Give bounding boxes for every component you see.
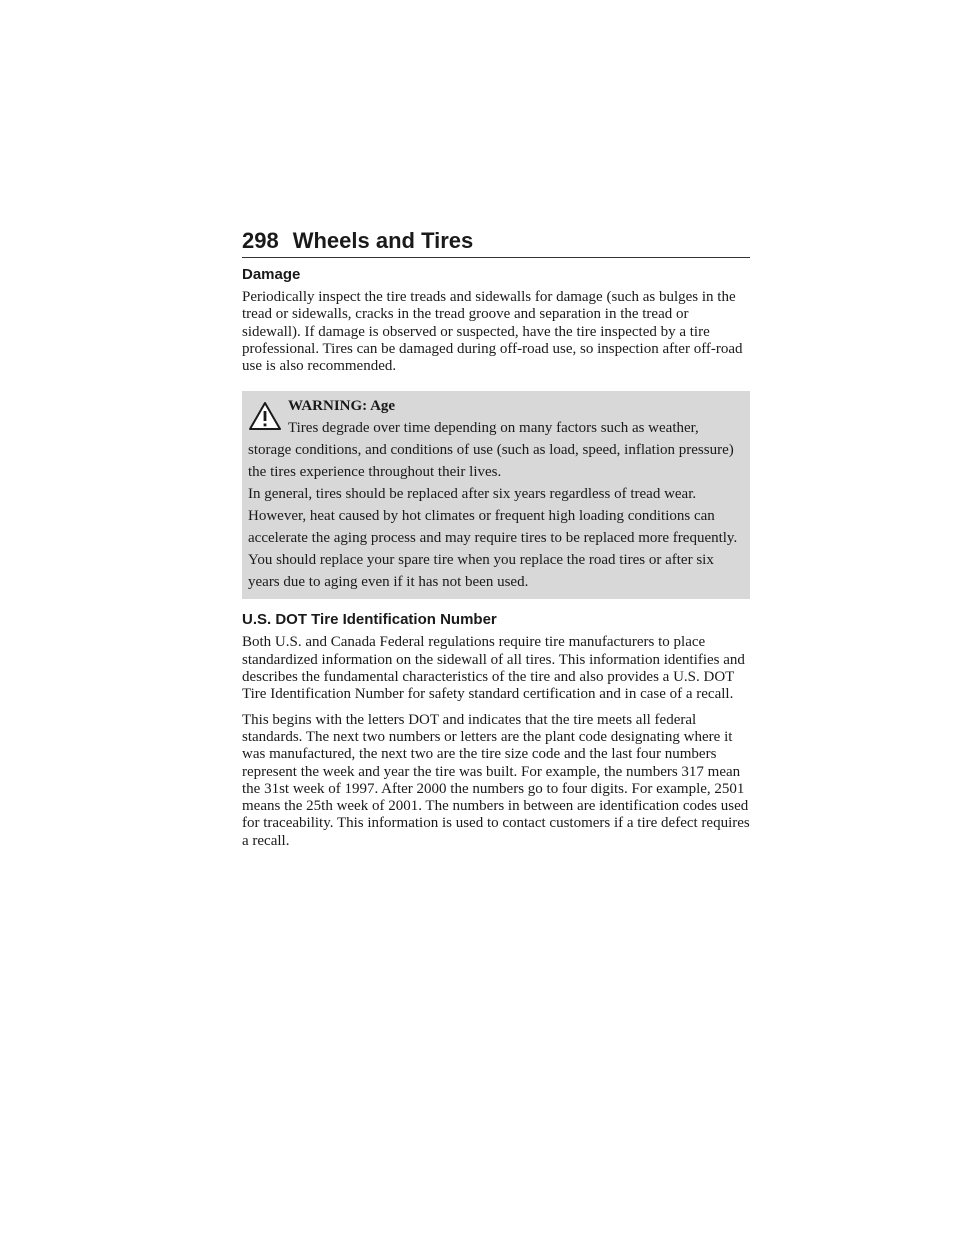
warning-paragraph-2: In general, tires should be replaced after six years regardless of tread wear. However, heat caused by hot climates or frequent high loading conditions can accelerate the aging process and may require tires to be replaced more frequently.	[248, 486, 738, 547]
warning-triangle-icon	[248, 401, 282, 431]
page-header	[242, 228, 750, 258]
page-number: 298	[242, 228, 279, 253]
warning-head	[248, 395, 744, 417]
dot-paragraph-2: This begins with the letters DOT and indicates that the tire meets all federal standards. The next two numbers or letters are the plant code designating where it was manufactured, the next two are the tire size code and the last four numbers represent the week and year the tire was built. For example, the numbers 317 mean the 31st week of 1997. After 2000 the numbers go to four digits. For example, 2501 means the 25th week of 2001. The numbers in between are identification codes used for traceability. This information is used to contact customers if a tire defect requires a recall.	[242, 711, 750, 849]
warning-paragraph-1: Tires degrade over time depending on many factors such as weather, storage conditions, and conditions of use (such as load, speed, inflation pressure) the tires experience throughout their lives.	[248, 420, 734, 481]
chapter-title: Wheels and Tires	[292, 228, 474, 253]
dot-paragraph-1: Both U.S. and Canada Federal regulations require tire manufacturers to place standardized information on the sidewall of all tires. This information identifies and describes the fundamental characteristics of the tire and also provides a U.S. DOT Tire Identification Number for safety standard certification and in case of a recall.	[242, 634, 745, 703]
damage-heading: Damage	[242, 266, 301, 283]
warning-title: WARNING: Age	[288, 398, 396, 415]
warning-paragraph-3: You should replace your spare tire when you replace the road tires or after six years due to aging even if it has not been used.	[248, 552, 714, 591]
warning-box	[242, 391, 750, 599]
dot-heading: U.S. DOT Tire Identification Number	[242, 611, 497, 629]
damage-paragraph: Periodically inspect the tire treads and sidewalls for damage (such as bulges in the tread or sidewalls, cracks in the tread groove and separation in the tread or sidewall). If damage is observed or suspected, have the tire inspected by a tire professional. Tires can be damaged during off-road use, so inspection after off-road use is also recommended.	[242, 289, 743, 375]
manual-page	[242, 228, 750, 858]
